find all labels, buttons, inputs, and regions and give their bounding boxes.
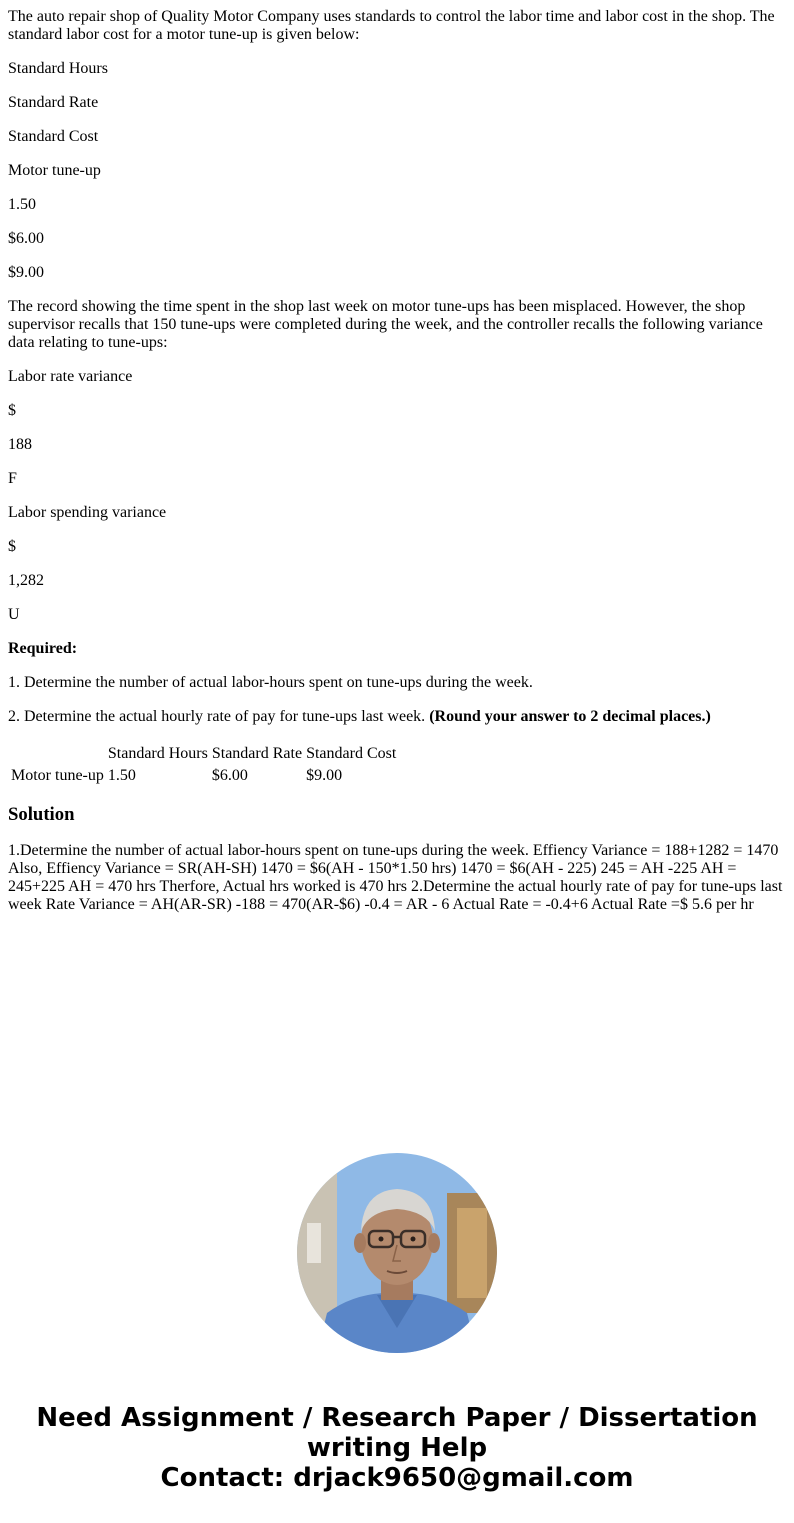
footer-line: writing Help <box>306 1433 488 1463</box>
avatar-portrait <box>297 1153 497 1353</box>
table-cell: 1.50 <box>107 767 136 784</box>
variance-list-item: 1,282 <box>8 572 44 589</box>
question-2 <box>8 708 786 726</box>
variance-list-item: $ <box>8 538 16 555</box>
table-cell: $9.00 <box>306 767 343 784</box>
intro-paragraph: The auto repair shop of Quality Motor Company uses standards to control the labor time and labor cost in the shop. The standard labor cost for a motor tune-up is given below: <box>8 8 775 43</box>
standard-cost-table <box>8 742 399 788</box>
standard-list-item: Standard Cost <box>8 128 99 145</box>
standard-list-item: Standard Rate <box>8 94 99 111</box>
table-header-cell: Standard Hours <box>107 745 208 762</box>
variance-list-item: $ <box>8 402 16 419</box>
variance-list-item: Labor rate variance <box>8 368 133 385</box>
required-heading <box>8 640 786 658</box>
solution-text: 1.Determine the number of actual labor-hours spent on tune-ups during the week. Effiency Variance = 188+1282 = 1470 Also, Effiency Variance = SR(AH-SH) 1470 = $6(AH - 150*1.50 hrs) 1470 = $6(AH - 225) 245 = AH -225 AH = 245+225 AH = 470 hrs Therfore, Actual hrs worked is 470 hrs 2.Determine the actual hourly rate of pay for tune-ups last week Rate Variance = AH(AR-SR) -188 = 470(AR-$6) -0.4 = AR - 6 Actual Rate = -0.4+6 Actual Rate =$ 5.6 per hr <box>8 842 783 913</box>
variance-list-item: Labor spending variance <box>8 504 167 521</box>
solution-title: Solution <box>8 804 75 825</box>
author-avatar <box>297 1153 497 1353</box>
table-header-row <box>10 744 397 764</box>
standard-list-item: Standard Hours <box>8 60 108 77</box>
standard-list-item: Motor tune-up <box>8 162 101 179</box>
contact-footer <box>0 1403 794 1493</box>
table-header-cell: Standard Rate <box>211 745 303 762</box>
required-label: Required: <box>8 640 78 657</box>
variance-list-item: F <box>8 470 17 487</box>
variance-list-item: 188 <box>8 436 32 453</box>
standard-list-item: 1.50 <box>8 196 36 213</box>
question-2-note: (Round your answer to 2 decimal places.) <box>429 708 711 725</box>
table-cell: Motor tune-up <box>11 767 104 784</box>
standard-list-item: $9.00 <box>8 264 44 281</box>
table-header-cell <box>10 744 105 764</box>
question-2-text: 2. Determine the actual hourly rate of pay for tune-ups last week. <box>8 708 426 725</box>
table-header-cell: Standard Cost <box>306 745 397 762</box>
table-row <box>10 766 397 786</box>
table-cell: $6.00 <box>211 767 248 784</box>
footer-line: Need Assignment / Research Paper / Dissertation <box>36 1403 758 1433</box>
supervisor-paragraph: The record showing the time spent in the shop last week on motor tune-ups has been misplaced. However, the shop supervisor recalls that 150 tune-ups were completed during the week, and the controller recalls the following variance data relating to tune-ups: <box>8 298 763 351</box>
footer-contact: Contact: drjack9650@gmail.com <box>160 1463 634 1493</box>
variance-list-item: U <box>8 606 20 623</box>
standard-list-item: $6.00 <box>8 230 44 247</box>
question-1: 1. Determine the number of actual labor-hours spent on tune-ups during the week. <box>8 674 533 691</box>
